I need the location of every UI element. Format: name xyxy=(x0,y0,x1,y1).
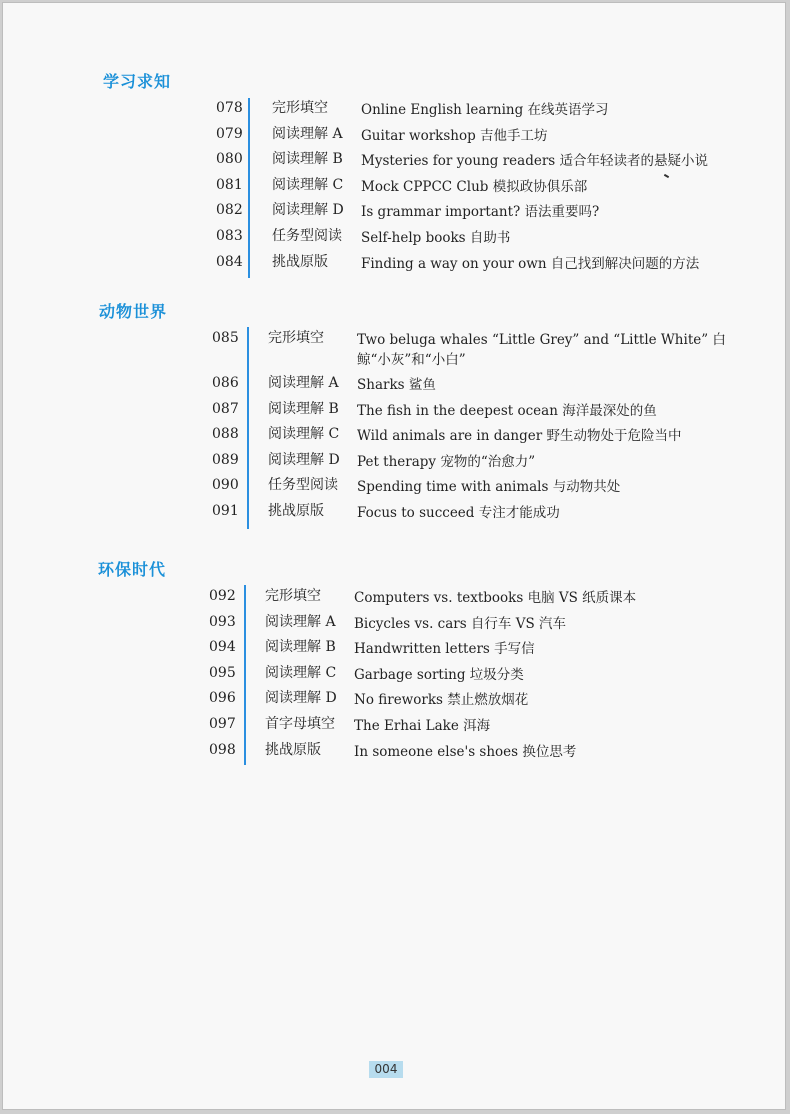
entry-number: 093 xyxy=(209,613,236,630)
entry-title: Computers vs. textbooks 电脑 VS 纸质课本 xyxy=(354,590,637,606)
section-title: 学习求知 xyxy=(103,72,172,91)
entry-number: 080 xyxy=(216,151,243,168)
entry-title: Finding a way on your own 自己找到解决问题的方法 xyxy=(361,255,700,272)
entry-number: 083 xyxy=(216,227,243,244)
page xyxy=(2,2,786,1110)
entry-number: 082 xyxy=(216,202,243,219)
entry-type: 任务型阅读 xyxy=(268,477,338,494)
entry-type: 阅读理解 B xyxy=(268,400,339,417)
entry-title: Spending time with animals 与动物共处 xyxy=(357,479,621,496)
entry-number: 092 xyxy=(209,588,236,604)
entry-type: 挑战原版 xyxy=(268,502,324,519)
entry-title: Bicycles vs. cars 自行车 VS 汽车 xyxy=(354,615,567,632)
section-title: 环保时代 xyxy=(98,560,167,579)
entry-number: 091 xyxy=(212,502,239,519)
entry-type: 阅读理解 D xyxy=(265,690,337,707)
entry-title: Online English learning 在线英语学习 xyxy=(361,102,609,118)
entry-type: 阅读理解 B xyxy=(272,151,343,168)
entry-title: Wild animals are in danger 野生动物处于危险当中 xyxy=(357,428,682,445)
entry-type: 阅读理解 B xyxy=(265,639,336,656)
section-title: 动物世界 xyxy=(99,302,168,321)
entry-number: 086 xyxy=(212,375,239,391)
entry-type: 完形填空 xyxy=(272,100,328,116)
entry-type: 任务型阅读 xyxy=(272,227,342,244)
entry-type: 阅读理解 A xyxy=(272,125,343,142)
entry-title: Is grammar important? 语法重要吗? xyxy=(361,204,600,221)
entry-number: 094 xyxy=(209,639,236,656)
entry-type: 阅读理解 C xyxy=(268,426,340,443)
entry-number: 081 xyxy=(216,176,243,193)
entry-type: 完形填空 xyxy=(268,330,324,346)
section-rule xyxy=(248,98,250,278)
entry-title: The Erhai Lake 洱海 xyxy=(354,717,491,734)
entry-title: Handwritten letters 手写信 xyxy=(354,641,535,658)
entry-type: 阅读理解 C xyxy=(272,176,344,193)
entry-title: Mysteries for young readers 适合年轻读者的悬疑小说 xyxy=(361,153,709,170)
entry-title: Self-help books 自助书 xyxy=(361,229,511,246)
entry-number: 087 xyxy=(212,400,239,417)
entry-number: 079 xyxy=(216,125,243,142)
entry-title: In someone else's shoes 换位思考 xyxy=(354,743,577,760)
entry-number: 097 xyxy=(209,715,236,732)
section-rule xyxy=(247,327,249,529)
entry-type: 阅读理解 C xyxy=(265,664,337,681)
entry-number: 088 xyxy=(212,426,239,443)
entry-number: 090 xyxy=(212,477,239,494)
page-number: 004 xyxy=(369,1061,403,1078)
entry-type: 阅读理解 D xyxy=(272,202,344,219)
entry-title: Focus to succeed 专注才能成功 xyxy=(357,504,560,521)
entry-title: Sharks 鲨鱼 xyxy=(357,377,436,393)
entry-title: Guitar workshop 吉他手工坊 xyxy=(361,127,548,144)
entry-number: 084 xyxy=(216,253,243,270)
entry-type: 挑战原版 xyxy=(272,253,328,270)
entry-title: Mock CPPCC Club 模拟政协俱乐部 xyxy=(361,178,588,195)
entry-number: 095 xyxy=(209,664,236,681)
print-mark xyxy=(664,174,669,178)
entry-number: 098 xyxy=(209,741,236,758)
entry-type: 阅读理解 A xyxy=(268,375,339,391)
entry-title: No fireworks 禁止燃放烟花 xyxy=(354,692,529,709)
entry-title: The fish in the deepest ocean 海洋最深处的鱼 xyxy=(357,402,657,419)
entry-number: 089 xyxy=(212,451,239,468)
entry-title: Two beluga whales “Little Grey” and “Little White” 白鲸“小灰”和“小白” xyxy=(357,332,726,368)
entry-type: 挑战原版 xyxy=(265,741,321,758)
section-rule xyxy=(244,585,246,765)
entry-number: 078 xyxy=(216,100,243,116)
entry-number: 096 xyxy=(209,690,236,707)
entry-type: 完形填空 xyxy=(265,588,321,604)
entry-type: 阅读理解 D xyxy=(268,451,340,468)
entry-type: 阅读理解 A xyxy=(265,613,336,630)
entry-title: Pet therapy 宠物的“治愈力” xyxy=(357,453,536,470)
entry-number: 085 xyxy=(212,330,239,346)
entry-type: 首字母填空 xyxy=(265,715,335,732)
entry-title: Garbage sorting 垃圾分类 xyxy=(354,666,524,683)
